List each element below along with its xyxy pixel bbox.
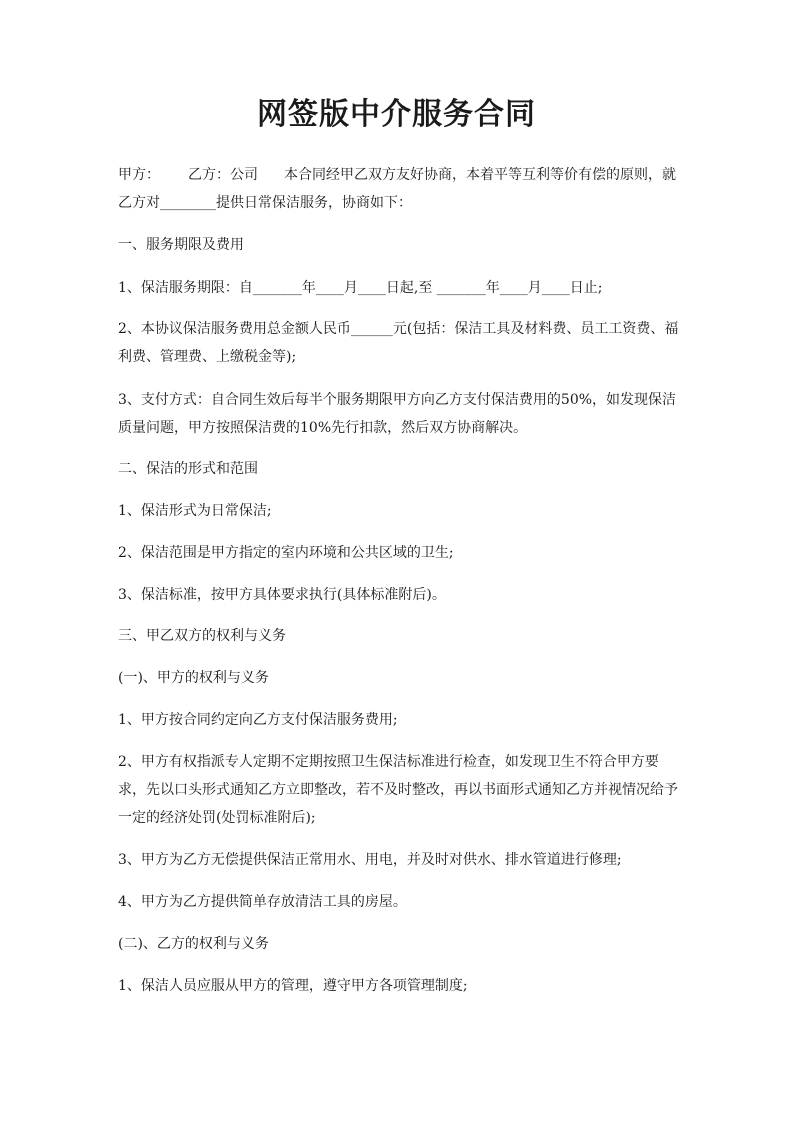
section-3-sub-1-item-3: 3、甲方为乙方无偿提供保洁正常用水、用电，并及时对供水、排水管道进行修理; (118, 852, 622, 868)
section-2-item-2: 2、保洁范围是甲方指定的室内环境和公共区域的卫生; (118, 545, 454, 561)
section-3-sub-1-item-4: 4、甲方为乙方提供简单存放清洁工具的房屋。 (118, 894, 407, 910)
section-3-sub-1-item-2: 2、甲方有权指派专人定期不定期按照卫生保洁标准进行检查，如发现卫生不符合甲方要求，先以口头形式通知乙方立即整改，若不及时整改，再以书面形式通知乙方并视情况给予一定的经济处罚(处罚标准附后); (118, 754, 678, 826)
section-2-item-1: 1、保洁形式为日常保洁; (118, 503, 272, 519)
section-2-heading: 二、保洁的形式和范围 (118, 461, 258, 477)
party-b-label: 乙方：公司 (188, 167, 258, 183)
section-3-sub-2-heading: (二)、乙方的权利与义务 (118, 936, 269, 952)
section-3-sub-1-item-1: 1、甲方按合同约定向乙方支付保洁服务费用; (118, 712, 398, 728)
section-3-sub-2-item-1: 1、保洁人员应服从甲方的管理，遵守甲方各项管理制度; (118, 978, 468, 994)
section-1-item-3: 3、支付方式：自合同生效后每半个服务期限甲方向乙方支付保洁费用的50%，如发现保洁质量问题，甲方按照保洁费的10%先行扣款，然后双方协商解决。 (118, 392, 677, 436)
document-title: 网签版中介服务合同 (257, 97, 536, 132)
section-3-sub-1-heading: (一)、甲方的权利与义务 (118, 670, 269, 686)
section-1-heading: 一、服务期限及费用 (118, 237, 244, 253)
party-a-label: 甲方： (118, 167, 160, 183)
section-1-item-1: 1、保洁服务期限：自_______年____月____日起,至 _______年____月____日止; (118, 280, 603, 296)
intro-paragraph (118, 161, 680, 217)
intro-text: 本合同经甲乙双方友好协商，本着平等互利等价有偿的原则，就乙方对________提供日常保洁服务，协商如下： (118, 167, 676, 211)
section-1-item-2: 2、本协议保洁服务费用总金额人民币______元(包括：保洁工具及材料费、员工工资费、福利费、管理费、上缴税金等); (118, 321, 679, 365)
section-2-item-3: 3、保洁标准，按甲方具体要求执行(具体标准附后)。 (118, 587, 446, 603)
section-3-heading: 三、甲乙双方的权利与义务 (118, 628, 286, 644)
